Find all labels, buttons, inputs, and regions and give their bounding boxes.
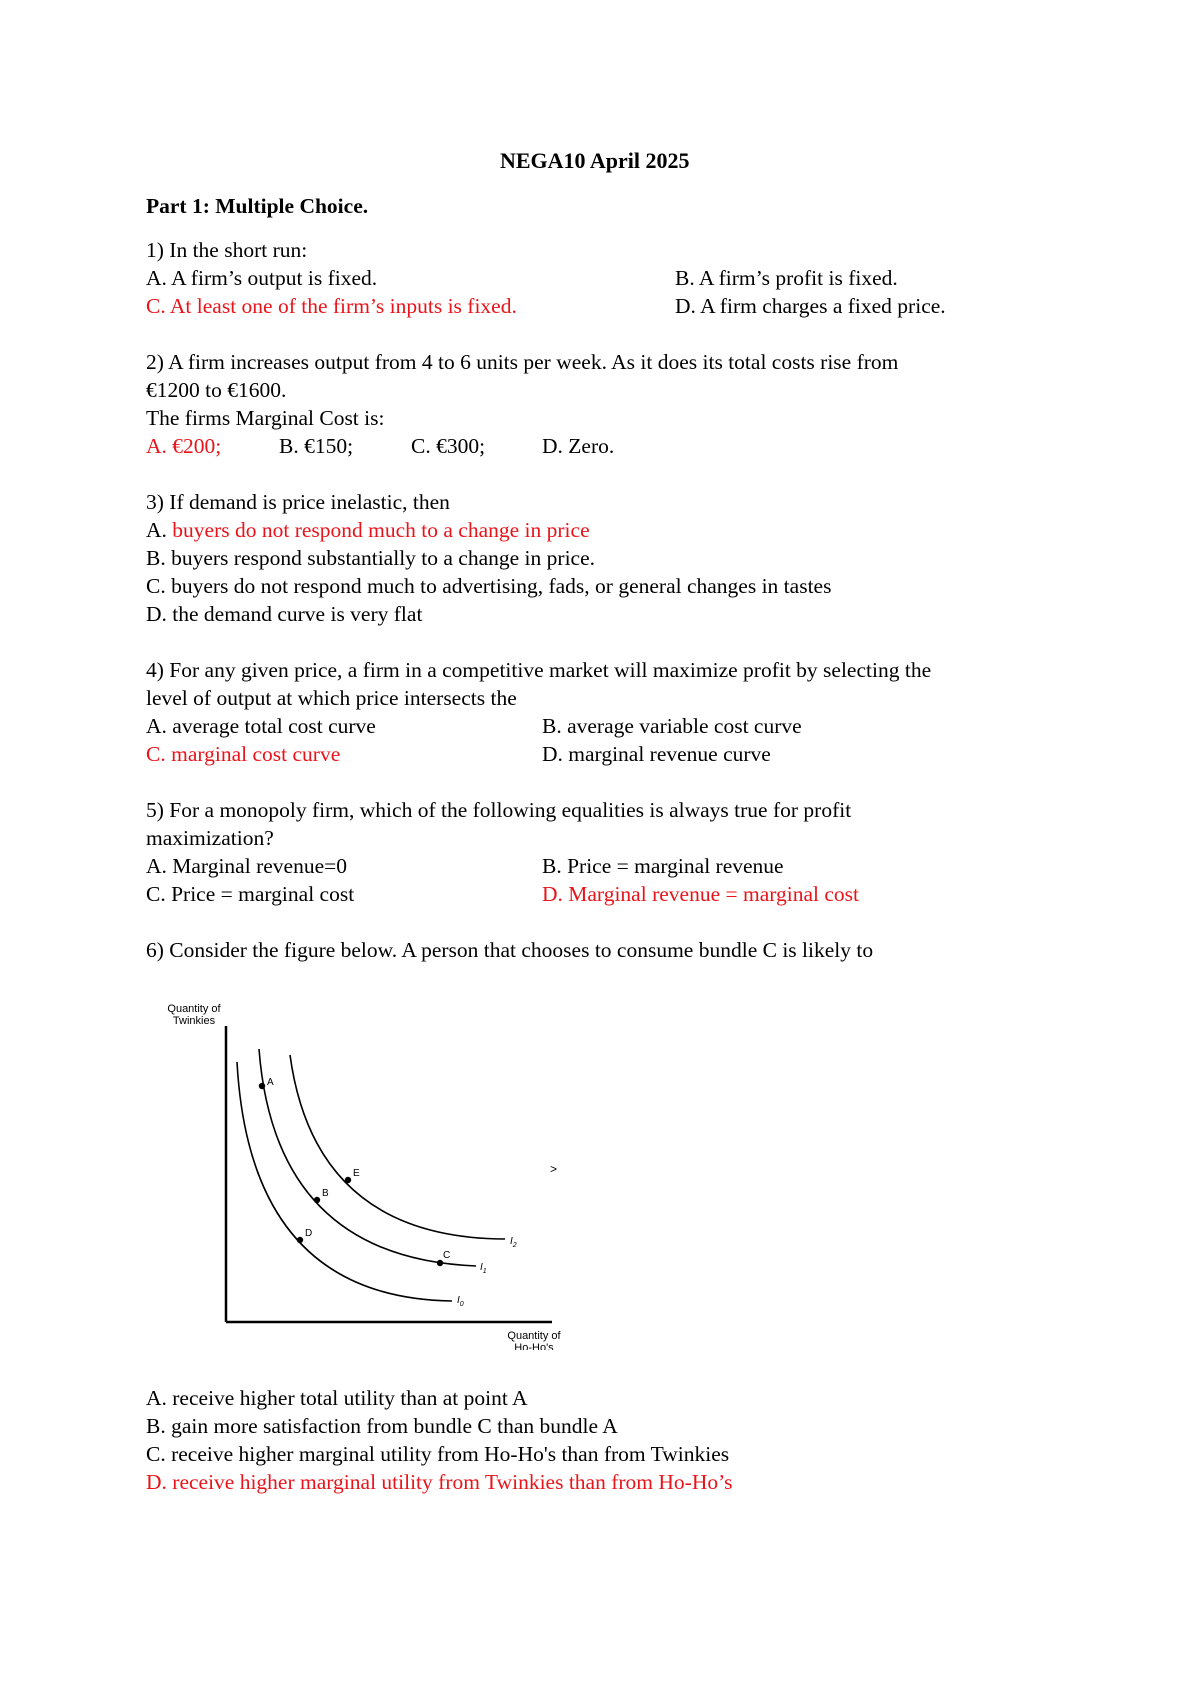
q2-stem-line2: €1200 to €1600.: [146, 378, 287, 402]
q5-option-a: A. Marginal revenue=0: [146, 854, 347, 878]
x-axis-label-line1: Quantity of: [507, 1330, 561, 1342]
q1-option-a: A. A firm’s output is fixed.: [146, 266, 378, 290]
y-axis-label-line2: Twinkies: [172, 1015, 216, 1027]
q3-option-c: C. buyers do not respond much to advertising, fads, or general changes in tastes: [146, 574, 832, 598]
q1-stem: 1) In the short run:: [146, 238, 308, 262]
q6-option-d-answer: receive higher marginal utility from Twinkies than from Ho-Ho’s: [172, 1470, 733, 1494]
q3-option-a: [146, 516, 590, 544]
curve-i2-subscript: 2: [512, 1242, 517, 1249]
curve-i2-label: [510, 1236, 517, 1249]
curve-i0-label: [457, 1295, 464, 1308]
q3-option-d: D. the demand curve is very flat: [146, 602, 423, 626]
point-b-marker: [314, 1197, 320, 1203]
q6-option-d-prefix: D.: [146, 1470, 173, 1494]
point-d-marker: [297, 1237, 303, 1243]
q6-stem: 6) Consider the figure below. A person that chooses to consume bundle C is likely to: [146, 938, 874, 962]
q5-stem-line1: 5) For a monopoly firm, which of the following equalities is always true for profit: [146, 798, 852, 822]
y-axis-label-line1: Quantity of: [167, 1003, 221, 1015]
curve-i0-subscript: 0: [459, 1301, 464, 1308]
q6-option-a: A. receive higher total utility than at point A: [146, 1386, 528, 1410]
q5-option-b: B. Price = marginal revenue: [542, 854, 784, 878]
q1-option-d: D. A firm charges a fixed price.: [675, 294, 946, 318]
q4-stem-line2: level of output at which price intersects the: [146, 686, 517, 710]
indifference-curve-i2: [290, 1055, 505, 1239]
point-a-label: A: [267, 1077, 274, 1088]
point-a-marker: [259, 1083, 265, 1089]
q4-option-d: D. marginal revenue curve: [542, 742, 771, 766]
q2-option-b: B. €150;: [279, 434, 354, 458]
x-axis-label-line2: Ho-Ho's: [514, 1342, 554, 1350]
point-b-label: B: [322, 1188, 329, 1199]
curve-i1-label: [480, 1262, 487, 1275]
q2-option-c: C. €300;: [411, 434, 486, 458]
q4-option-c-answer: C. marginal cost curve: [146, 742, 341, 766]
q4-stem-line1: 4) For any given price, a firm in a competitive market will maximize profit by selecting the: [146, 658, 932, 682]
q4-option-a: A. average total cost curve: [146, 714, 376, 738]
q6-option-b: B. gain more satisfaction from bundle C than bundle A: [146, 1414, 618, 1438]
curve-i1-subscript: 1: [482, 1268, 487, 1275]
q3-option-a-answer: buyers do not respond much to a change in price: [172, 518, 590, 542]
q5-option-d-answer: D. Marginal revenue = marginal cost: [542, 882, 860, 906]
curve-i0-letter: I: [457, 1295, 460, 1306]
curve-i1-letter: I: [480, 1262, 483, 1273]
point-e-marker: [345, 1177, 351, 1183]
point-e-label: E: [353, 1168, 360, 1179]
curve-i2-letter: I: [510, 1236, 513, 1247]
q6-option-c: C. receive higher marginal utility from Ho-Ho's than from Twinkies: [146, 1442, 730, 1466]
indifference-curve-figure: [140, 990, 580, 1350]
q2-stem-line3: The firms Marginal Cost is:: [146, 406, 385, 430]
q5-stem-line2: maximization?: [146, 826, 274, 850]
q1-option-b: B. A firm’s profit is fixed.: [675, 266, 898, 290]
stray-mark: >: [550, 1162, 558, 1176]
point-d-label: D: [305, 1228, 313, 1239]
q3-option-a-prefix: A.: [146, 518, 173, 542]
q1-option-c-answer: C. At least one of the firm’s inputs is fixed.: [146, 294, 517, 318]
part-heading: Part 1: Multiple Choice.: [146, 194, 369, 218]
q2-stem-line1: 2) A firm increases output from 4 to 6 units per week. As it does its total costs rise from: [146, 350, 899, 374]
q4-option-b: B. average variable cost curve: [542, 714, 802, 738]
q3-option-b: B. buyers respond substantially to a change in price.: [146, 546, 596, 570]
q5-option-c: C. Price = marginal cost: [146, 882, 355, 906]
q6-option-d: [146, 1468, 732, 1496]
q3-stem: 3) If demand is price inelastic, then: [146, 490, 450, 514]
point-c-label: C: [443, 1250, 451, 1261]
q2-option-d: D. Zero.: [542, 434, 615, 458]
q2-option-a-answer: A. €200;: [146, 434, 222, 458]
document-title: NEGA10 April 2025: [500, 148, 690, 173]
